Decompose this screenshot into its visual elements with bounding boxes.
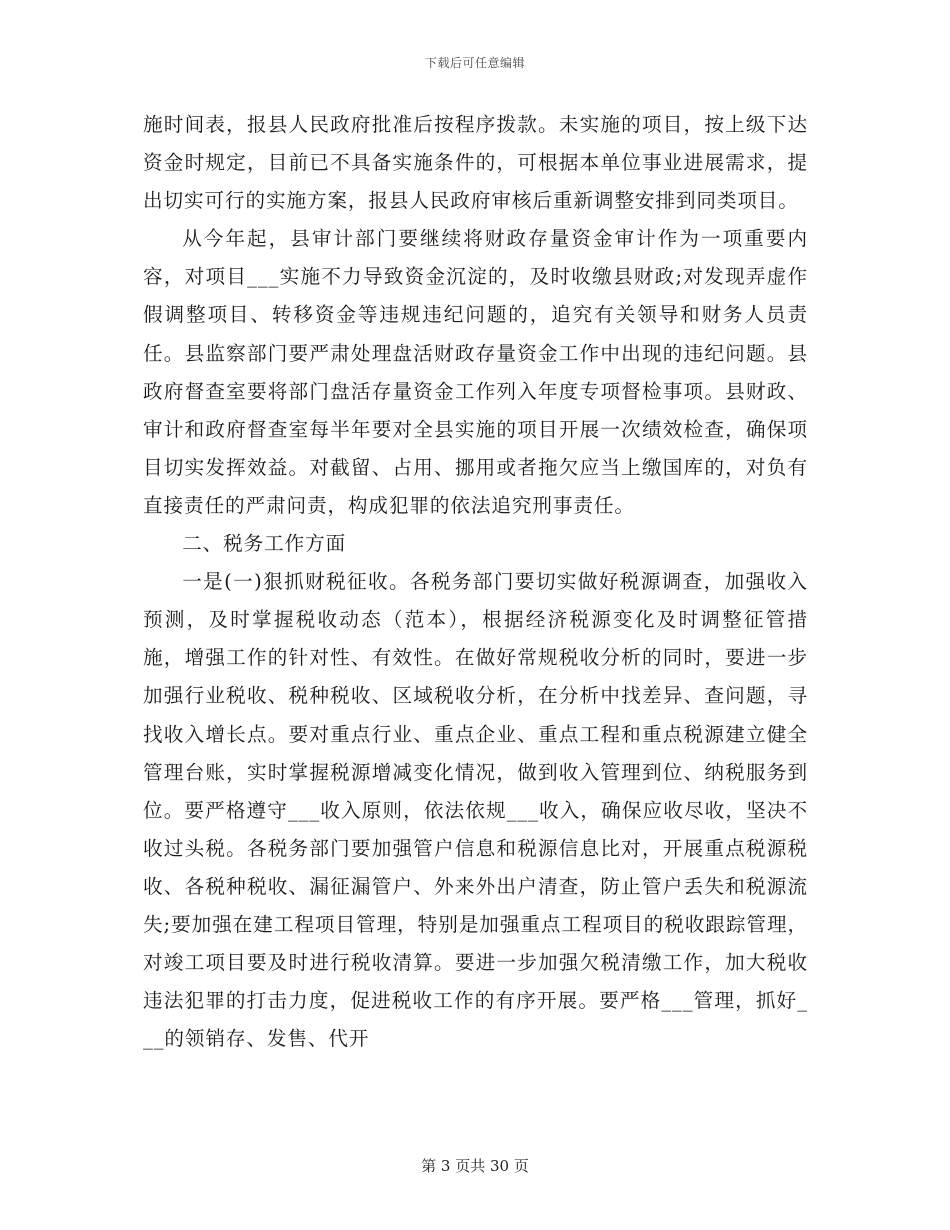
page-number: 第 3 页共 30 页 (421, 1157, 529, 1175)
section-heading: 二、税务工作方面 (182, 532, 347, 556)
paragraph-2: 从今年起，县审计部门要继续将财政存量资金审计作为一项重要内容，对项目___实施不力导致资金沉淀的，及时收缴县财政;对发现弄虚作假调整项目、转移资金等违规违纪问题的，追究有关领导和财务人员责任。县监察部门要严肃处理盘活财政存量资金工作中出现的违纪问题。县政府督查室要将部门盘活存量资金工作列入年度专项督检事项。县财政、审计和政府督查室每半年要对全县实施的项目开展一次绩效检查，确保项目切实发挥效益。对截留、占用、挪用或者拖欠应当上缴国库的，对负有直接责任的严肃问责，构成犯罪的依法追究刑事责任。 (143, 227, 808, 517)
paragraph-3: 一是(一)狠抓财税征收。各税务部门要切实做好税源调查，加强收入预测，及时掌握税收动态（范本），根据经济税源变化及时调整征管措施，增强工作的针对性、有效性。在做好常规税收分析的同时，要进一步加强行业税收、税种税收、区域税收分析，在分析中找差异、查问题，寻找收入增长点。要对重点行业、重点企业、重点工程和重点税源建立健全管理台账，实时掌握税源增减变化情况，做到收入管理到位、纳税服务到位。要严格遵守___收入原则，依法依规___收入，确保应收尽收，坚决不收过头税。各税务部门要加强管户信息和税源信息比对，开展重点税源税收、各税种税收、漏征漏管户、外来外出户清查，防止管户丢失和税源流失;要加强在建工程项目管理，特别是加强重点工程项目的税收跟踪管理，对竣工项目要及时进行税收清算。要进一步加强欠税清缴工作，加大税收违法犯罪的打击力度，促进税收工作的有序开展。要严格___管理，抓好___的领销存、发售、代开 (143, 570, 808, 1051)
header-note: 下载后可任意编辑 (424, 56, 525, 70)
paragraph-1: 施时间表，报县人民政府批准后按程序拨款。未实施的项目，按上级下达资金时规定，目前已不具备实施条件的，可根据本单位事业进展需求，提出切实可行的实施方案，报县人民政府审核后重新调整安排到同类项目。 (143, 113, 808, 213)
document-body (143, 106, 808, 1058)
